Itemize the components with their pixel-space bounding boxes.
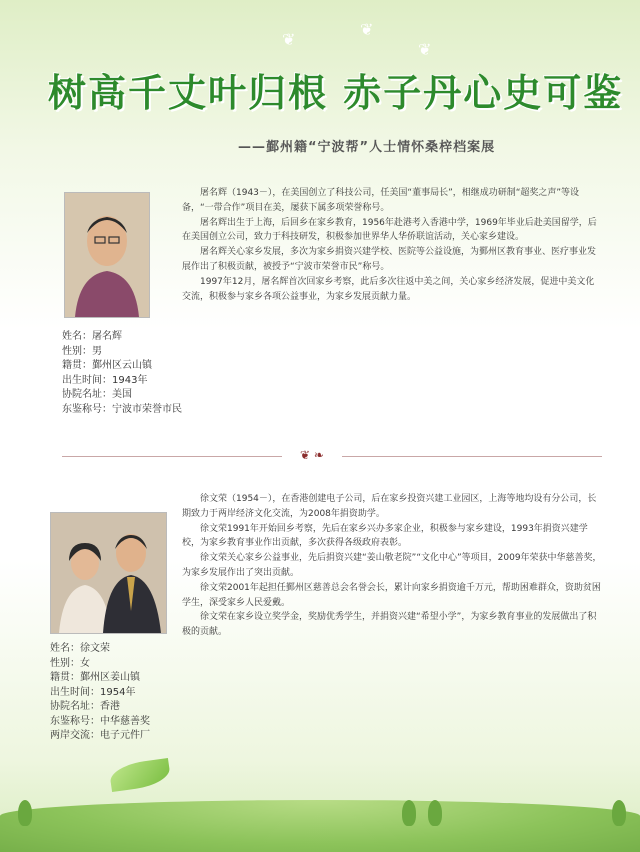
person2-info-name: 姓名：徐文荣: [50, 643, 110, 654]
person2-info-birth: 出生时间：1954年: [50, 686, 136, 698]
person1-info-residence: 协院名址：美国: [62, 389, 132, 400]
person1-bio: [182, 186, 602, 304]
person2-info-exchange: 两岸交流：电子元件厂: [50, 730, 150, 741]
person2-info-origin: 籍贯：鄞州区姜山镇: [50, 672, 140, 683]
bio-paragraph: 徐文荣关心家乡公益事业，先后捐资兴建“姜山敬老院”“文化中心”等项目，2009年荣获中华慈善奖，为家乡发展作出了突出贡献。: [182, 553, 602, 578]
tree-icon: [428, 800, 442, 826]
bio-paragraph: 徐文荣1991年开始回乡考察，先后在家乡兴办多家企业，积极参与家乡建设，1993年捐资兴建学校，为家乡教育事业作出贡献，多次获得各级政府表彰。: [182, 523, 588, 549]
person1-photo: [64, 192, 150, 318]
person2-info: [50, 642, 170, 744]
page-title: 树高千丈叶归根 赤子丹心史可鉴: [48, 70, 624, 115]
grass-ground: [0, 800, 640, 852]
person2-bio: [182, 492, 602, 640]
person1-info-gender: 性别：男: [62, 345, 102, 357]
dove-icon: ❦: [282, 30, 296, 49]
leaf-icon: [108, 758, 171, 792]
person1-info-name: 姓名：屠名辉: [62, 331, 122, 342]
tree-icon: [402, 800, 416, 826]
person2-info-gender: 性别：女: [50, 657, 90, 669]
person2-photo: [50, 512, 167, 634]
person2-info-honor: 东鉴称号：中华慈善奖: [50, 715, 150, 727]
bio-paragraph: 屠名辉关心家乡发展，多次为家乡捐资兴建学校、医院等公益设施，为鄞州区教育事业、医疗事业发展作出了积极贡献，被授予“宁波市荣誉市民”称号。: [182, 247, 597, 272]
dove-icon: ❦: [360, 20, 374, 39]
bio-paragraph: 徐文荣（1954－），在香港创建电子公司，后在家乡投资兴建工业园区，上海等地均设有分公司，长期致力于两岸经济文化交流，为2008年捐资助学。: [182, 494, 597, 519]
bio-paragraph: 屠名辉出生于上海，后回乡在家乡教育，1956年赴港考入香港中学，1969年毕业后赴美国留学，后在美国创立公司，致力于科技研发，积极参加世界华人华侨联谊活动，关心家乡建设。: [182, 217, 597, 243]
bio-paragraph: 1997年12月，屠名辉首次回家乡考察，此后多次往返中美之间，关心家乡经济发展，促进中美文化交流，积极参与家乡各项公益事业，为家乡发展贡献力量。: [182, 276, 595, 302]
person2-info-residence: 协院名址：香港: [50, 701, 120, 712]
tree-icon: [612, 800, 626, 826]
bio-paragraph: 徐文荣在家乡设立奖学金，奖励优秀学生，并捐资兴建“希望小学”，为家乡教育事业的发展做出了积极的贡献。: [182, 612, 597, 638]
divider-ornament-icon: ❦ ❧: [282, 448, 342, 464]
person1-info-origin: 籍贯：鄞州区云山镇: [62, 360, 152, 371]
person1-info: [62, 330, 182, 417]
bio-paragraph: 徐文荣2001年起担任鄞州区慈善总会名誉会长，累计向家乡捐资逾千万元，帮助困难群众，资助贫困学生，深受家乡人民爱戴。: [182, 582, 601, 608]
dove-icon: ❦: [418, 40, 432, 59]
person1-info-honor: 东鉴称号：宁波市荣誉市民: [62, 403, 182, 415]
tree-icon: [18, 800, 32, 826]
page-subtitle: ——鄞州籍“宁波帮”人士情怀桑梓档案展: [238, 140, 496, 155]
bio-paragraph: 屠名辉（1943－），在美国创立了科技公司，任美国“董事局长”，相继成功研制“超奖之声”等设备，“一带合作”项目在美，屡获下属多项荣誉称号。: [182, 188, 580, 213]
person1-info-birth: 出生时间：1943年: [62, 374, 148, 386]
